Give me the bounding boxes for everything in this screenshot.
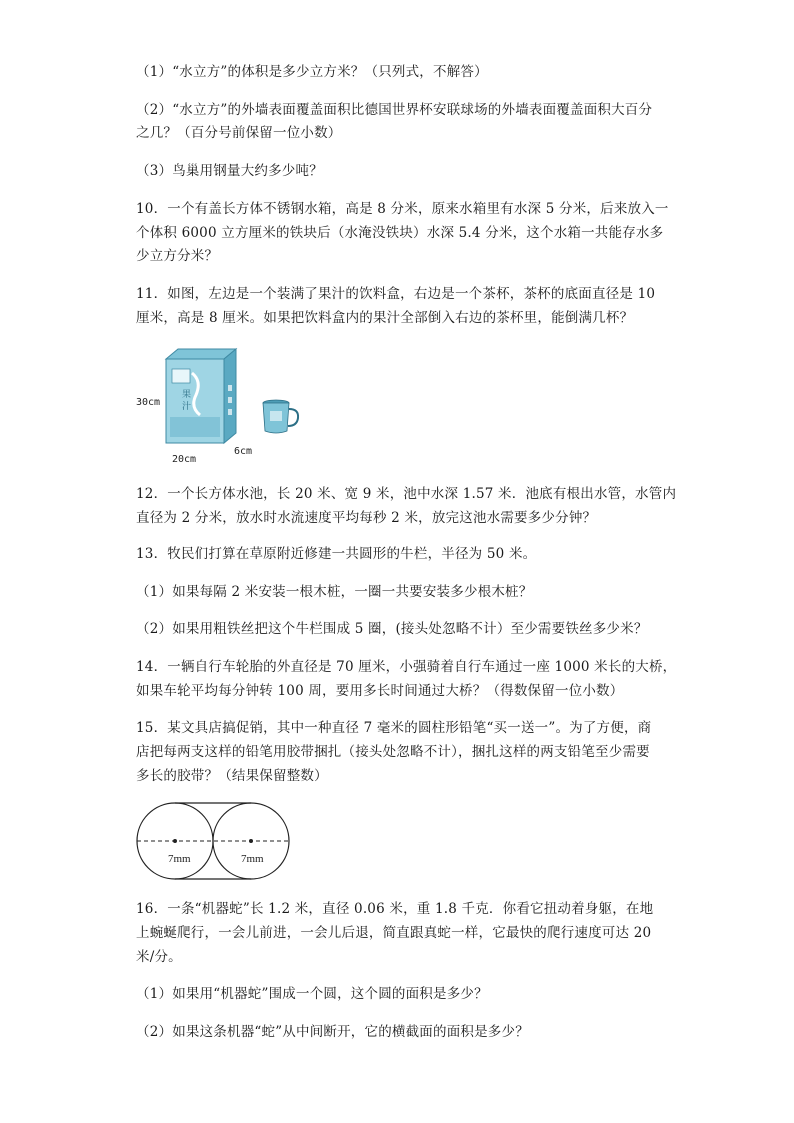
q10-l1: 10．一个有盖长方体不锈钢水箱，高是 8 分米，原来水箱里有水深 5 分米，后来放入一 <box>136 201 669 217</box>
q13-part1: （1）如果每隔 2 米安装一根木桩，一圈一共要安装多少根木桩？ <box>136 584 533 600</box>
q16-part2: （2）如果这条机器“蛇”从中间断开，它的横截面的面积是多少？ <box>136 1024 529 1040</box>
svg-text:果: 果 <box>182 390 192 400</box>
q13-part2: （2）如果用粗铁丝把这个牛栏围成 5 圈，(接头处忽略不计）至少需要铁丝多少米？ <box>136 621 648 637</box>
juice-box-image <box>166 349 236 443</box>
juice-depth-label: 6cm <box>234 446 253 457</box>
juice-width-label: 20cm <box>172 454 197 465</box>
juice-height-label: 30cm <box>136 397 161 408</box>
left-diameter-label: 7mm <box>168 853 191 865</box>
q15-l3: 多长的胶带？（结果保留整数） <box>136 768 328 784</box>
q16-l2: 上蜿蜒爬行，一会儿前进，一会儿后退，简直跟真蛇一样，它最快的爬行速度可达 20 <box>136 925 652 941</box>
svg-text:汁: 汁 <box>182 402 192 412</box>
q9-part2-l1: （2）“水立方”的外墙表面覆盖面积比德国世界杯安联球场的外墙表面覆盖面积大百分 <box>136 102 653 118</box>
right-diameter-label: 7mm <box>241 853 264 865</box>
q9-part1: （1）“水立方”的体积是多少立方米？（只列式，不解答） <box>136 64 488 80</box>
q11-l1: 11．如图，左边是一个装满了果汁的饮料盒，右边是一个茶杯，茶杯的底面直径是 10 <box>136 286 656 302</box>
center-dot-left <box>173 839 177 843</box>
q9-part2-l2: 之几？（百分号前保留一位小数） <box>136 125 342 141</box>
q13-l1: 13．牧民们打算在草原附近修建一共圆形的牛栏，半径为 50 米。 <box>136 546 537 562</box>
q10-l3: 少立方分米？ <box>136 248 219 264</box>
center-dot-right <box>249 839 253 843</box>
q15-l1: 15．某文具店搞促销，其中一种直径 7 毫米的圆柱形铅笔“买一送一”。为了方便，商 <box>136 720 652 736</box>
q15-l2: 店把每两支这样的铅笔用胶带捆扎（接头处忽略不计），捆扎这样的两支铅笔至少需要 <box>136 744 650 760</box>
q16-l1: 16．一条“机器蛇”长 1.2 米，直径 0.06 米，重 1.8 千克．你看它扭动着身躯，在地 <box>136 901 654 917</box>
q12-l1: 12．一个长方体水池，长 20 米、宽 9 米，池中水深 1.57 米．池底有根出水管，水管内 <box>136 486 677 502</box>
juice-box-and-cup-figure <box>130 345 320 470</box>
q11-l2: 厘米，高是 8 厘米。如果把饮料盒内的果汁全部倒入右边的茶杯里，能倒满几杯？ <box>136 310 634 326</box>
pencils-bundle-figure <box>132 800 296 886</box>
q16-part1: （1）如果用“机器蛇”围成一个圆，这个圆的面积是多少？ <box>136 986 488 1002</box>
tea-cup-image <box>263 400 298 433</box>
q14-l1: 14．一辆自行车轮胎的外直径是 70 厘米，小强骑着自行车通过一座 1000 米长的大桥， <box>136 659 677 675</box>
q10-l2: 个体积 6000 立方厘米的铁块后（水淹没铁块）水深 5.4 分米，这个水箱一共能存水多 <box>136 225 664 241</box>
q16-l3: 米/分。 <box>136 949 182 965</box>
q9-part3: （3）鸟巢用钢量大约多少吨？ <box>136 163 323 179</box>
q14-l2: 如果车轮平均每分钟转 100 周，要用多长时间通过大桥？（得数保留一位小数） <box>136 683 624 699</box>
q12-l2: 直径为 2 分米，放水时水流速度平均每秒 2 米，放完这池水需要多少分钟？ <box>136 510 597 526</box>
